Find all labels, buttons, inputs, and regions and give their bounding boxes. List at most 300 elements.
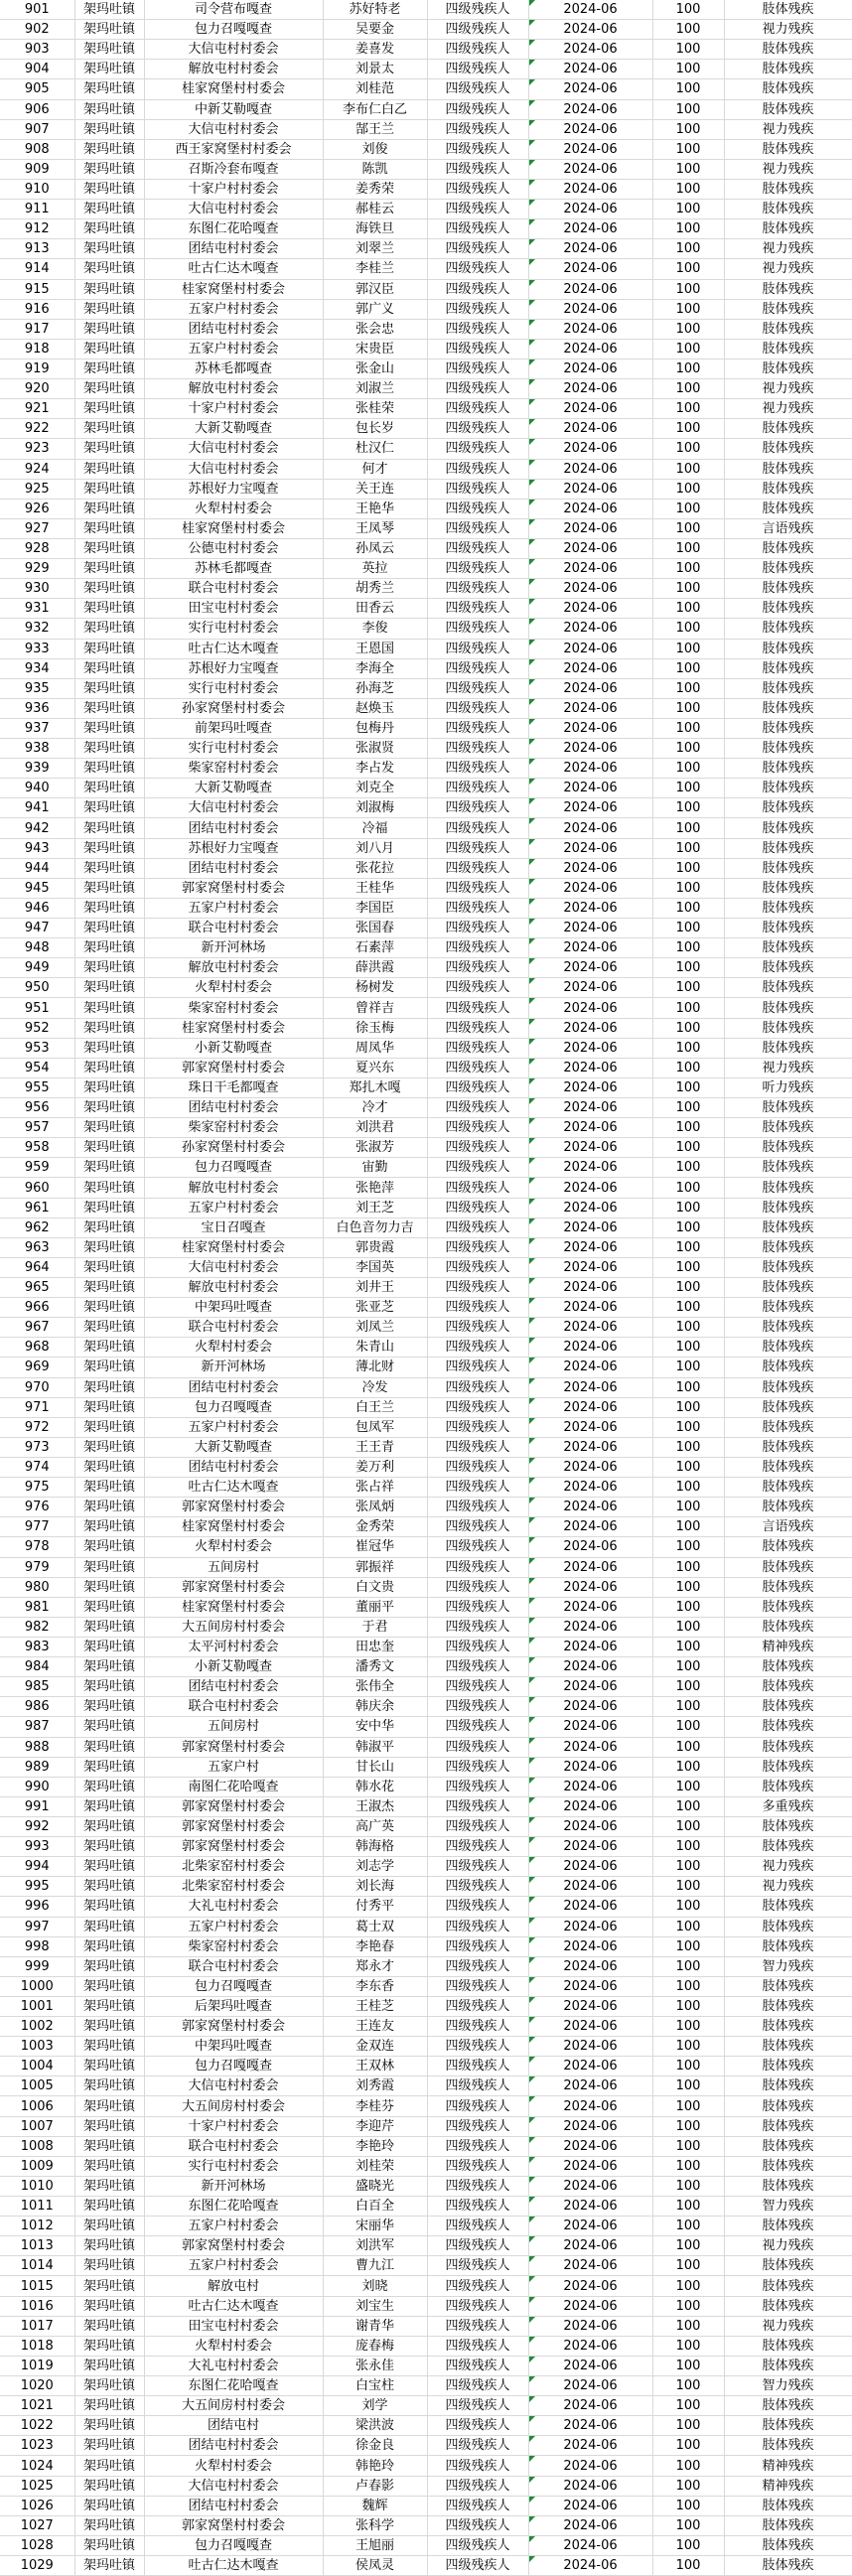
cell-town[interactable]: 架玛吐镇 [74,1058,144,1077]
cell-town[interactable]: 架玛吐镇 [74,2217,144,2236]
cell-id[interactable]: 998 [0,1936,74,1956]
cell-level[interactable]: 四级残疾人 [427,1577,528,1597]
cell-town[interactable]: 架玛吐镇 [74,2356,144,2375]
cell-id[interactable]: 925 [0,479,74,499]
cell-village[interactable]: 包力召嘎嘎查 [144,2057,323,2076]
cell-id[interactable]: 1002 [0,2017,74,2037]
cell-town[interactable]: 架玛吐镇 [74,119,144,139]
cell-type[interactable]: 肢体残疾 [724,639,852,658]
cell-amount[interactable]: 100 [652,978,724,998]
cell-town[interactable]: 架玛吐镇 [74,1697,144,1717]
cell-date[interactable]: 2024-06 [528,2296,652,2316]
cell-town[interactable]: 架玛吐镇 [74,658,144,678]
cell-type[interactable]: 听力残疾 [724,1077,852,1097]
cell-town[interactable]: 架玛吐镇 [74,2096,144,2116]
cell-town[interactable]: 架玛吐镇 [74,838,144,858]
cell-name[interactable]: 付秀平 [323,1897,427,1917]
cell-village[interactable]: 包力召嘎嘎查 [144,2535,323,2555]
cell-village[interactable]: 苏根好力宝嘎查 [144,479,323,499]
cell-level[interactable]: 四级残疾人 [427,119,528,139]
cell-village[interactable]: 火犁村村委会 [144,978,323,998]
cell-town[interactable]: 架玛吐镇 [74,1217,144,1237]
cell-type[interactable]: 肢体残疾 [724,938,852,958]
cell-amount[interactable]: 100 [652,239,724,259]
cell-town[interactable]: 架玛吐镇 [74,1897,144,1917]
cell-date[interactable]: 2024-06 [528,2017,652,2037]
cell-level[interactable]: 四级残疾人 [427,1936,528,1956]
cell-level[interactable]: 四级残疾人 [427,1217,528,1237]
cell-level[interactable]: 四级残疾人 [427,1437,528,1457]
cell-name[interactable]: 白王兰 [323,1397,427,1417]
cell-level[interactable]: 四级残疾人 [427,439,528,459]
cell-date[interactable]: 2024-06 [528,858,652,878]
cell-type[interactable]: 肢体残疾 [724,2037,852,2057]
cell-amount[interactable]: 100 [652,579,724,599]
cell-amount[interactable]: 100 [652,1737,724,1757]
cell-id[interactable]: 949 [0,958,74,978]
cell-id[interactable]: 922 [0,419,74,439]
cell-level[interactable]: 四级残疾人 [427,2456,528,2476]
cell-village[interactable]: 苏根好力宝嘎查 [144,658,323,678]
cell-village[interactable]: 郭家窝堡村村委会 [144,2236,323,2256]
cell-amount[interactable]: 100 [652,559,724,579]
cell-level[interactable]: 四级残疾人 [427,1278,528,1298]
cell-town[interactable]: 架玛吐镇 [74,2316,144,2336]
cell-town[interactable]: 架玛吐镇 [74,1257,144,1277]
cell-date[interactable]: 2024-06 [528,978,652,998]
cell-name[interactable]: 郭振祥 [323,1557,427,1577]
cell-amount[interactable]: 100 [652,2116,724,2136]
cell-amount[interactable]: 100 [652,2416,724,2436]
cell-village[interactable]: 五间房村 [144,1717,323,1737]
cell-amount[interactable]: 100 [652,2017,724,2037]
cell-amount[interactable]: 100 [652,1537,724,1557]
cell-level[interactable]: 四级残疾人 [427,1058,528,1077]
cell-amount[interactable]: 100 [652,1098,724,1118]
cell-town[interactable]: 架玛吐镇 [74,1976,144,1996]
cell-amount[interactable]: 100 [652,1936,724,1956]
cell-type[interactable]: 精神残疾 [724,1637,852,1656]
cell-id[interactable]: 935 [0,678,74,698]
cell-id[interactable]: 1019 [0,2356,74,2375]
cell-id[interactable]: 994 [0,1857,74,1877]
cell-level[interactable]: 四级残疾人 [427,2256,528,2276]
cell-type[interactable]: 肢体残疾 [724,1018,852,1038]
cell-town[interactable]: 架玛吐镇 [74,2535,144,2555]
cell-town[interactable]: 架玛吐镇 [74,1737,144,1757]
cell-village[interactable]: 解放屯村村委会 [144,1278,323,1298]
cell-amount[interactable]: 100 [652,20,724,40]
cell-name[interactable]: 刘洪君 [323,1118,427,1138]
cell-level[interactable]: 四级残疾人 [427,838,528,858]
cell-name[interactable]: 甘长山 [323,1757,427,1777]
cell-village[interactable]: 团结屯村村委会 [144,2496,323,2515]
cell-name[interactable]: 李布仁白乙 [323,99,427,119]
cell-date[interactable]: 2024-06 [528,1737,652,1757]
cell-type[interactable]: 肢体残疾 [724,1138,852,1158]
cell-name[interactable]: 李海全 [323,658,427,678]
cell-date[interactable]: 2024-06 [528,1816,652,1836]
cell-date[interactable]: 2024-06 [528,739,652,759]
cell-amount[interactable]: 100 [652,2256,724,2276]
cell-date[interactable]: 2024-06 [528,559,652,579]
cell-town[interactable]: 架玛吐镇 [74,60,144,79]
cell-id[interactable]: 981 [0,1597,74,1617]
cell-town[interactable]: 架玛吐镇 [74,2197,144,2217]
cell-amount[interactable]: 100 [652,2076,724,2096]
cell-town[interactable]: 架玛吐镇 [74,639,144,658]
cell-name[interactable]: 郭贵霞 [323,1237,427,1257]
cell-date[interactable]: 2024-06 [528,2076,652,2096]
cell-id[interactable]: 901 [0,0,74,20]
cell-amount[interactable]: 100 [652,319,724,339]
cell-name[interactable]: 田忠奎 [323,1637,427,1656]
cell-name[interactable]: 盛晓光 [323,2176,427,2196]
cell-village[interactable]: 包力召嘎嘎查 [144,1397,323,1417]
cell-town[interactable]: 架玛吐镇 [74,2136,144,2156]
cell-level[interactable]: 四级残疾人 [427,399,528,419]
cell-name[interactable]: 徐玉梅 [323,1018,427,1038]
cell-id[interactable]: 946 [0,898,74,918]
cell-name[interactable]: 王淑杰 [323,1796,427,1816]
cell-name[interactable]: 谢青华 [323,2316,427,2336]
cell-id[interactable]: 962 [0,1217,74,1237]
cell-level[interactable]: 四级残疾人 [427,1717,528,1737]
cell-level[interactable]: 四级残疾人 [427,1118,528,1138]
cell-date[interactable]: 2024-06 [528,119,652,139]
cell-type[interactable]: 视力残疾 [724,399,852,419]
cell-town[interactable]: 架玛吐镇 [74,1936,144,1956]
cell-date[interactable]: 2024-06 [528,639,652,658]
cell-id[interactable]: 936 [0,698,74,718]
cell-name[interactable]: 李国臣 [323,898,427,918]
cell-amount[interactable]: 100 [652,2057,724,2076]
cell-date[interactable]: 2024-06 [528,358,652,378]
cell-date[interactable]: 2024-06 [528,1677,652,1697]
cell-amount[interactable]: 100 [652,1178,724,1198]
cell-type[interactable]: 视力残疾 [724,1877,852,1897]
cell-level[interactable]: 四级残疾人 [427,1098,528,1118]
cell-village[interactable]: 小新艾勒嘎查 [144,1657,323,1677]
cell-level[interactable]: 四级残疾人 [427,1158,528,1178]
cell-type[interactable]: 肢体残疾 [724,2396,852,2416]
cell-date[interactable]: 2024-06 [528,1996,652,2016]
cell-date[interactable]: 2024-06 [528,1417,652,1437]
cell-date[interactable]: 2024-06 [528,499,652,518]
cell-level[interactable]: 四级残疾人 [427,878,528,898]
cell-village[interactable]: 火犁村村委会 [144,2336,323,2356]
cell-amount[interactable]: 100 [652,2136,724,2156]
cell-village[interactable]: 大新艾勒嘎查 [144,419,323,439]
cell-level[interactable]: 四级残疾人 [427,1837,528,1857]
cell-town[interactable]: 架玛吐镇 [74,2017,144,2037]
cell-name[interactable]: 姜喜发 [323,40,427,60]
cell-date[interactable]: 2024-06 [528,2416,652,2436]
cell-town[interactable]: 架玛吐镇 [74,459,144,479]
cell-id[interactable]: 972 [0,1417,74,1437]
cell-town[interactable]: 架玛吐镇 [74,779,144,798]
cell-name[interactable]: 冷才 [323,1098,427,1118]
cell-town[interactable]: 架玛吐镇 [74,299,144,319]
cell-town[interactable]: 架玛吐镇 [74,1098,144,1118]
cell-amount[interactable]: 100 [652,159,724,179]
cell-type[interactable]: 肢体残疾 [724,739,852,759]
cell-level[interactable]: 四级残疾人 [427,479,528,499]
cell-town[interactable]: 架玛吐镇 [74,99,144,119]
cell-town[interactable]: 架玛吐镇 [74,1537,144,1557]
cell-date[interactable]: 2024-06 [528,658,652,678]
cell-village[interactable]: 解放屯村村委会 [144,60,323,79]
cell-level[interactable]: 四级残疾人 [427,20,528,40]
cell-level[interactable]: 四级残疾人 [427,2096,528,2116]
cell-date[interactable]: 2024-06 [528,179,652,199]
cell-name[interactable]: 孙凤云 [323,538,427,558]
cell-village[interactable]: 吐古仁达木嘎查 [144,2556,323,2576]
cell-amount[interactable]: 100 [652,1077,724,1097]
cell-village[interactable]: 大礼屯村村委会 [144,2356,323,2375]
cell-type[interactable]: 精神残疾 [724,2476,852,2496]
cell-type[interactable]: 肢体残疾 [724,1118,852,1138]
cell-id[interactable]: 943 [0,838,74,858]
cell-town[interactable]: 架玛吐镇 [74,2256,144,2276]
cell-type[interactable]: 肢体残疾 [724,579,852,599]
cell-name[interactable]: 关王连 [323,479,427,499]
cell-id[interactable]: 1007 [0,2116,74,2136]
cell-type[interactable]: 视力残疾 [724,2236,852,2256]
cell-date[interactable]: 2024-06 [528,1437,652,1457]
cell-type[interactable]: 肢体残疾 [724,1158,852,1178]
cell-type[interactable]: 肢体残疾 [724,1217,852,1237]
cell-level[interactable]: 四级残疾人 [427,579,528,599]
cell-date[interactable]: 2024-06 [528,1976,652,1996]
cell-level[interactable]: 四级残疾人 [427,1657,528,1677]
cell-level[interactable]: 四级残疾人 [427,279,528,299]
cell-id[interactable]: 937 [0,718,74,738]
cell-type[interactable]: 视力残疾 [724,239,852,259]
cell-type[interactable]: 肢体残疾 [724,2057,852,2076]
cell-date[interactable]: 2024-06 [528,459,652,479]
cell-amount[interactable]: 100 [652,358,724,378]
cell-date[interactable]: 2024-06 [528,1138,652,1158]
cell-id[interactable]: 991 [0,1796,74,1816]
cell-date[interactable]: 2024-06 [528,1217,652,1237]
cell-town[interactable]: 架玛吐镇 [74,2116,144,2136]
cell-level[interactable]: 四级残疾人 [427,1857,528,1877]
cell-id[interactable]: 969 [0,1358,74,1377]
cell-type[interactable]: 智力残疾 [724,2376,852,2396]
cell-village[interactable]: 东图仁花哈嘎查 [144,219,323,239]
cell-name[interactable]: 何才 [323,459,427,479]
cell-type[interactable]: 肢体残疾 [724,1897,852,1917]
cell-date[interactable]: 2024-06 [528,219,652,239]
cell-date[interactable]: 2024-06 [528,599,652,619]
cell-name[interactable]: 张亚芝 [323,1298,427,1318]
cell-name[interactable]: 董丽平 [323,1597,427,1617]
cell-level[interactable]: 四级残疾人 [427,1737,528,1757]
cell-name[interactable]: 郑永才 [323,1956,427,1976]
cell-level[interactable]: 四级残疾人 [427,1557,528,1577]
cell-type[interactable]: 肢体残疾 [724,1417,852,1437]
cell-id[interactable]: 914 [0,259,74,279]
cell-date[interactable]: 2024-06 [528,1936,652,1956]
cell-village[interactable]: 解放屯村村委会 [144,958,323,978]
cell-type[interactable]: 肢体残疾 [724,838,852,858]
cell-level[interactable]: 四级残疾人 [427,2076,528,2096]
cell-date[interactable]: 2024-06 [528,1757,652,1777]
cell-date[interactable]: 2024-06 [528,299,652,319]
cell-amount[interactable]: 100 [652,898,724,918]
cell-date[interactable]: 2024-06 [528,619,652,639]
cell-village[interactable]: 实行屯村村委会 [144,739,323,759]
cell-type[interactable]: 肢体残疾 [724,1237,852,1257]
cell-level[interactable]: 四级残疾人 [427,1077,528,1097]
cell-village[interactable]: 柴家窑村村委会 [144,998,323,1018]
cell-id[interactable]: 966 [0,1298,74,1318]
cell-date[interactable]: 2024-06 [528,1597,652,1617]
cell-town[interactable]: 架玛吐镇 [74,2236,144,2256]
cell-amount[interactable]: 100 [652,2436,724,2456]
cell-name[interactable]: 张桂荣 [323,399,427,419]
cell-type[interactable]: 肢体残疾 [724,1737,852,1757]
cell-type[interactable]: 肢体残疾 [724,1338,852,1358]
cell-level[interactable]: 四级残疾人 [427,339,528,358]
cell-amount[interactable]: 100 [652,279,724,299]
cell-type[interactable]: 肢体残疾 [724,1198,852,1217]
cell-village[interactable]: 团结屯村村委会 [144,319,323,339]
cell-village[interactable]: 田宝屯村村委会 [144,2316,323,2336]
cell-type[interactable]: 肢体残疾 [724,559,852,579]
cell-town[interactable]: 架玛吐镇 [74,419,144,439]
cell-type[interactable]: 肢体残疾 [724,419,852,439]
cell-date[interactable]: 2024-06 [528,759,652,779]
cell-village[interactable]: 实行屯村村委会 [144,2156,323,2176]
cell-id[interactable]: 924 [0,459,74,479]
cell-amount[interactable]: 100 [652,1338,724,1358]
cell-id[interactable]: 955 [0,1077,74,1097]
cell-name[interactable]: 白百全 [323,2197,427,2217]
cell-id[interactable]: 982 [0,1617,74,1637]
cell-date[interactable]: 2024-06 [528,2356,652,2375]
cell-date[interactable]: 2024-06 [528,1298,652,1318]
cell-village[interactable]: 团结屯村村委会 [144,818,323,838]
cell-name[interactable]: 白文贵 [323,1577,427,1597]
cell-village[interactable]: 吐古仁达木嘎查 [144,1478,323,1498]
cell-name[interactable]: 冷福 [323,818,427,838]
cell-level[interactable]: 四级残疾人 [427,2156,528,2176]
cell-type[interactable]: 肢体残疾 [724,2217,852,2236]
cell-amount[interactable]: 100 [652,2217,724,2236]
cell-amount[interactable]: 100 [652,858,724,878]
cell-id[interactable]: 1009 [0,2156,74,2176]
cell-date[interactable]: 2024-06 [528,2176,652,2196]
cell-name[interactable]: 李占发 [323,759,427,779]
cell-amount[interactable]: 100 [652,1478,724,1498]
cell-amount[interactable]: 100 [652,779,724,798]
cell-level[interactable]: 四级残疾人 [427,499,528,518]
cell-town[interactable]: 架玛吐镇 [74,1956,144,1976]
cell-id[interactable]: 931 [0,599,74,619]
cell-name[interactable]: 韩水花 [323,1777,427,1796]
cell-date[interactable]: 2024-06 [528,818,652,838]
cell-date[interactable]: 2024-06 [528,1178,652,1198]
cell-town[interactable]: 架玛吐镇 [74,619,144,639]
cell-name[interactable]: 王凤琴 [323,518,427,538]
cell-amount[interactable]: 100 [652,499,724,518]
cell-town[interactable]: 架玛吐镇 [74,1457,144,1477]
cell-village[interactable]: 团结屯村村委会 [144,1377,323,1397]
cell-level[interactable]: 四级残疾人 [427,2436,528,2456]
cell-name[interactable]: 孙海芝 [323,678,427,698]
cell-village[interactable]: 东图仁花哈嘎查 [144,2376,323,2396]
cell-id[interactable]: 996 [0,1897,74,1917]
cell-level[interactable]: 四级残疾人 [427,79,528,99]
cell-town[interactable]: 架玛吐镇 [74,1877,144,1897]
cell-town[interactable]: 架玛吐镇 [74,239,144,259]
cell-town[interactable]: 架玛吐镇 [74,1757,144,1777]
cell-town[interactable]: 架玛吐镇 [74,1677,144,1697]
cell-town[interactable]: 架玛吐镇 [74,2396,144,2416]
cell-date[interactable]: 2024-06 [528,1257,652,1277]
cell-id[interactable]: 954 [0,1058,74,1077]
cell-village[interactable]: 柴家窑村村委会 [144,1936,323,1956]
cell-id[interactable]: 987 [0,1717,74,1737]
cell-type[interactable]: 肢体残疾 [724,60,852,79]
cell-type[interactable]: 肢体残疾 [724,898,852,918]
cell-town[interactable]: 架玛吐镇 [74,339,144,358]
cell-type[interactable]: 肢体残疾 [724,459,852,479]
cell-town[interactable]: 架玛吐镇 [74,2156,144,2176]
cell-amount[interactable]: 100 [652,0,724,20]
cell-level[interactable]: 四级残疾人 [427,2336,528,2356]
cell-date[interactable]: 2024-06 [528,1098,652,1118]
cell-amount[interactable]: 100 [652,2476,724,2496]
cell-village[interactable]: 郭家窝堡村村委会 [144,1796,323,1816]
cell-level[interactable]: 四级残疾人 [427,2176,528,2196]
cell-id[interactable]: 959 [0,1158,74,1178]
cell-amount[interactable]: 100 [652,739,724,759]
cell-village[interactable]: 南图仁花哈嘎查 [144,1777,323,1796]
cell-name[interactable]: 王桂华 [323,878,427,898]
cell-date[interactable]: 2024-06 [528,79,652,99]
cell-id[interactable]: 947 [0,919,74,938]
cell-amount[interactable]: 100 [652,459,724,479]
cell-town[interactable]: 架玛吐镇 [74,1597,144,1617]
cell-date[interactable]: 2024-06 [528,1018,652,1038]
cell-amount[interactable]: 100 [652,838,724,858]
cell-date[interactable]: 2024-06 [528,1237,652,1257]
cell-town[interactable]: 架玛吐镇 [74,898,144,918]
cell-date[interactable]: 2024-06 [528,1637,652,1656]
cell-level[interactable]: 四级残疾人 [427,1417,528,1437]
cell-name[interactable]: 张永佳 [323,2356,427,2375]
cell-type[interactable]: 视力残疾 [724,379,852,399]
cell-level[interactable]: 四级残疾人 [427,2276,528,2296]
cell-level[interactable]: 四级残疾人 [427,2416,528,2436]
cell-name[interactable]: 魏辉 [323,2496,427,2515]
cell-id[interactable]: 983 [0,1637,74,1656]
cell-id[interactable]: 992 [0,1816,74,1836]
cell-date[interactable]: 2024-06 [528,439,652,459]
cell-date[interactable]: 2024-06 [528,1857,652,1877]
cell-town[interactable]: 架玛吐镇 [74,1338,144,1358]
cell-name[interactable]: 冷发 [323,1377,427,1397]
cell-id[interactable]: 1013 [0,2236,74,2256]
cell-town[interactable]: 架玛吐镇 [74,2296,144,2316]
cell-name[interactable]: 李国英 [323,1257,427,1277]
cell-level[interactable]: 四级残疾人 [427,1796,528,1816]
cell-town[interactable]: 架玛吐镇 [74,978,144,998]
cell-level[interactable]: 四级残疾人 [427,2396,528,2416]
